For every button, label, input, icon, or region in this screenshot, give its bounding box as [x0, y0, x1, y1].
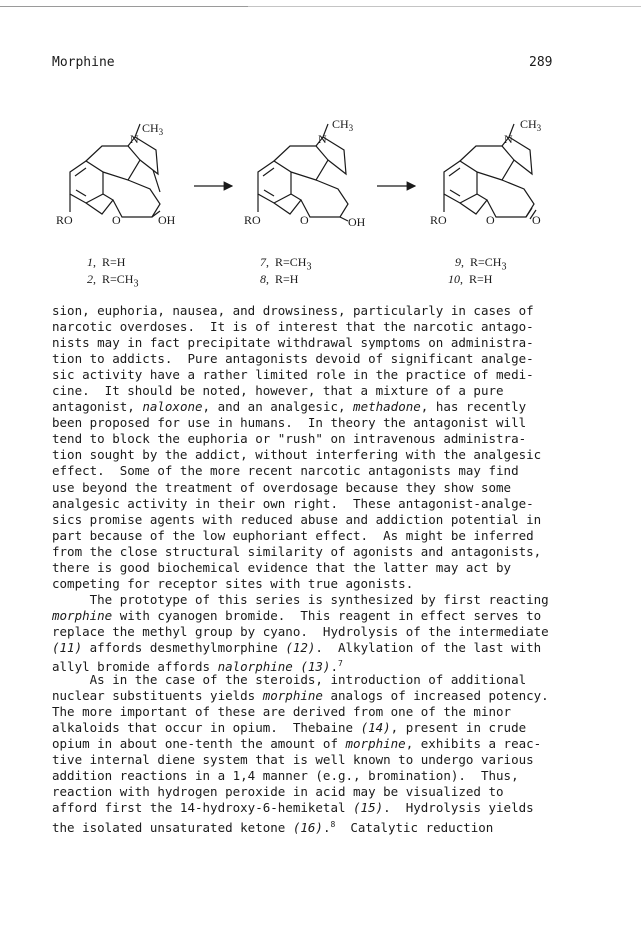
- text-run: allyl bromide affords: [52, 659, 218, 675]
- italic-term: (12): [285, 639, 316, 655]
- text-run: affords desmethylmorphine: [82, 639, 286, 655]
- text-run: , present in crude: [390, 720, 527, 736]
- reaction-scheme: [0, 100, 641, 240]
- ring-bond: [86, 146, 140, 180]
- ring-c: [113, 180, 160, 217]
- italic-term: methadone: [353, 399, 421, 415]
- text-line: [52, 560, 612, 576]
- text-run: tend to block the euphoria or "rush" on intravenous administra-: [52, 431, 527, 447]
- text-run: narcotic overdoses. It is of interest that the narcotic antago-: [52, 319, 534, 335]
- compound-label: 2, $R=CH_3$: [87, 272, 139, 290]
- text-line: [52, 447, 612, 463]
- text-run: Catalytic reduction: [335, 819, 494, 835]
- nitrogen-label: N: [130, 132, 139, 146]
- aromatic-ring: [70, 161, 103, 203]
- text-run: .: [330, 659, 338, 675]
- text-run: .: [322, 819, 331, 835]
- text-line: [52, 367, 612, 383]
- italic-term: naloxone: [142, 399, 203, 415]
- text-line: [52, 512, 612, 528]
- text-line: [52, 817, 612, 833]
- text-line: [52, 335, 612, 351]
- text-line: [52, 528, 612, 544]
- text-run: sion, euphoria, nausea, and drowsiness, particularly in cases of: [52, 303, 534, 318]
- ether-bond: [86, 194, 113, 214]
- text-run: The more important of these are derived from one of the minor: [52, 704, 512, 720]
- italic-term: (14): [360, 720, 391, 736]
- text-run: part because of the low euphoriant effect. As might be inferred: [52, 527, 534, 543]
- text-line: [52, 624, 612, 640]
- text-run: tion sought by the addict, without interfering with the analgesic: [52, 447, 542, 463]
- page-number: 289: [529, 55, 553, 70]
- ro-label: RO: [244, 213, 261, 227]
- footnote-ref: 7: [338, 659, 343, 669]
- ro-label: RO: [56, 213, 73, 227]
- text-run: effect. Some of the more recent narcotic antagonists may find: [52, 463, 519, 479]
- ch3-label: $CH_3$: [142, 121, 164, 137]
- text-run: from the close structural similarity of agonists and antagonists,: [52, 543, 542, 559]
- italic-term: nalorphine (13): [217, 659, 331, 675]
- text-line: [52, 303, 612, 319]
- oxygen-label: O: [112, 213, 121, 227]
- text-run: addition reactions in a 1,4 manner (e.g., bromination). Thus,: [52, 768, 519, 784]
- text-run: been proposed for use in humans. In theory the antagonist will: [52, 415, 527, 431]
- text-run: with cyanogen bromide. This reagent in effect serves to: [112, 607, 542, 623]
- text-line: [52, 688, 612, 704]
- text-run: opium in about one-tenth the amount of: [52, 736, 346, 752]
- text-line: [52, 736, 612, 752]
- text-line: [52, 319, 612, 335]
- text-line: [52, 383, 612, 399]
- text-run: nuclear substituents yields: [52, 688, 263, 704]
- structure-ketone: [444, 124, 536, 219]
- text-run: there is good biochemical evidence that the latter may act by: [52, 559, 512, 575]
- oxygen-label: O: [486, 213, 495, 227]
- text-line: [52, 784, 612, 800]
- text-run: nists may in fact precipitate withdrawal symptoms on administra-: [52, 335, 534, 351]
- text-line: [52, 544, 612, 560]
- keto-oxygen-label: O: [532, 213, 541, 227]
- text-run: the isolated unsaturated ketone: [52, 819, 293, 835]
- italic-term: (16): [292, 819, 323, 835]
- text-line: [52, 463, 612, 479]
- compound-label: 1, R=H: [87, 255, 126, 269]
- text-run: sics promise agents with reduced abuse and addiction potential in: [52, 511, 542, 527]
- ch3-label: $CH_3$: [520, 117, 542, 133]
- text-run: use beyond the treatment of overdosage because they show some: [52, 479, 512, 495]
- text-run: , has recently: [420, 399, 527, 415]
- top-rule: [248, 6, 641, 7]
- compound-label: 9, $R=CH_3$: [455, 255, 507, 273]
- text-run: . Alkylation of the last with: [315, 639, 542, 655]
- nitrogen-label: N: [504, 132, 513, 146]
- structure-morphine: [70, 124, 160, 217]
- text-run: competing for receptor sites with true agonists.: [52, 575, 414, 591]
- oh-label: OH: [158, 213, 176, 227]
- compound-label: 8, R=H: [260, 272, 299, 286]
- text-line: [52, 704, 612, 720]
- italic-term: morphine: [345, 736, 406, 752]
- text-line: [52, 496, 612, 512]
- text-line: [52, 752, 612, 768]
- ro-label: RO: [430, 213, 447, 227]
- text-line: [52, 768, 612, 784]
- text-line: [52, 592, 612, 608]
- text-run: replace the methyl group by cyano. Hydrolysis of the intermediate: [52, 623, 549, 639]
- text-line: [52, 800, 612, 816]
- compound-label: 7, $R=CH_3$: [260, 255, 312, 273]
- text-line: [52, 640, 612, 656]
- body-text: [52, 303, 612, 833]
- text-line: [52, 480, 612, 496]
- italic-term: morphine: [52, 607, 113, 623]
- text-run: antagonist,: [52, 399, 143, 415]
- oxygen-label: O: [300, 213, 309, 227]
- text-line: [52, 399, 612, 415]
- text-run: . Hydrolysis yields: [383, 800, 534, 816]
- running-head: Morphine: [52, 55, 115, 70]
- text-run: , exhibits a reac-: [405, 736, 542, 752]
- text-run: cine. It should be noted, however, that a mixture of a pure: [52, 383, 504, 399]
- oh-label: OH: [348, 215, 366, 229]
- aromatic-inner-bond: [75, 168, 86, 176]
- text-run: , and an analgesic,: [202, 399, 354, 415]
- italic-term: (11): [52, 639, 83, 655]
- text-line: [52, 576, 612, 592]
- text-line: [52, 656, 612, 675]
- text-run: alkaloids that occur in opium. Thebaine: [52, 720, 361, 736]
- footnote-ref: 8: [330, 819, 336, 829]
- text-run: As in the case of the steroids, introduction of additional: [52, 672, 527, 688]
- structure-dihydro-alcohol: [258, 124, 348, 221]
- nitrogen-label: N: [318, 132, 327, 146]
- text-run: sic activity have a rather limited role in the practice of medi-: [52, 367, 534, 383]
- text-run: afford first the 14-hydroxy-6-hemiketal: [52, 800, 354, 816]
- text-line: [52, 672, 612, 688]
- italic-term: (15): [353, 800, 384, 816]
- text-run: tive internal diene system that is well known to undergo various: [52, 752, 534, 768]
- text-run: reaction with hydrogen peroxide in acid may be visualized to: [52, 784, 504, 800]
- top-rule: [0, 6, 248, 7]
- text-run: analogs of increased potency.: [322, 688, 549, 704]
- text-line: [52, 415, 612, 431]
- compound-label: 10, R=H: [448, 272, 493, 286]
- text-line: [52, 720, 612, 736]
- text-run: tion to addicts. Pure antagonists devoid of significant analge-: [52, 351, 534, 367]
- text-line: [52, 351, 612, 367]
- text-line: [52, 431, 612, 447]
- italic-term: morphine: [262, 688, 323, 704]
- text-line: [52, 608, 612, 624]
- text-run: analgesic activity in their own right. These antagonist-analge-: [52, 495, 534, 511]
- text-run: The prototype of this series is synthesized by first reacting: [52, 591, 549, 607]
- aromatic-inner-bond: [76, 190, 86, 196]
- ch3-label: $CH_3$: [332, 117, 354, 133]
